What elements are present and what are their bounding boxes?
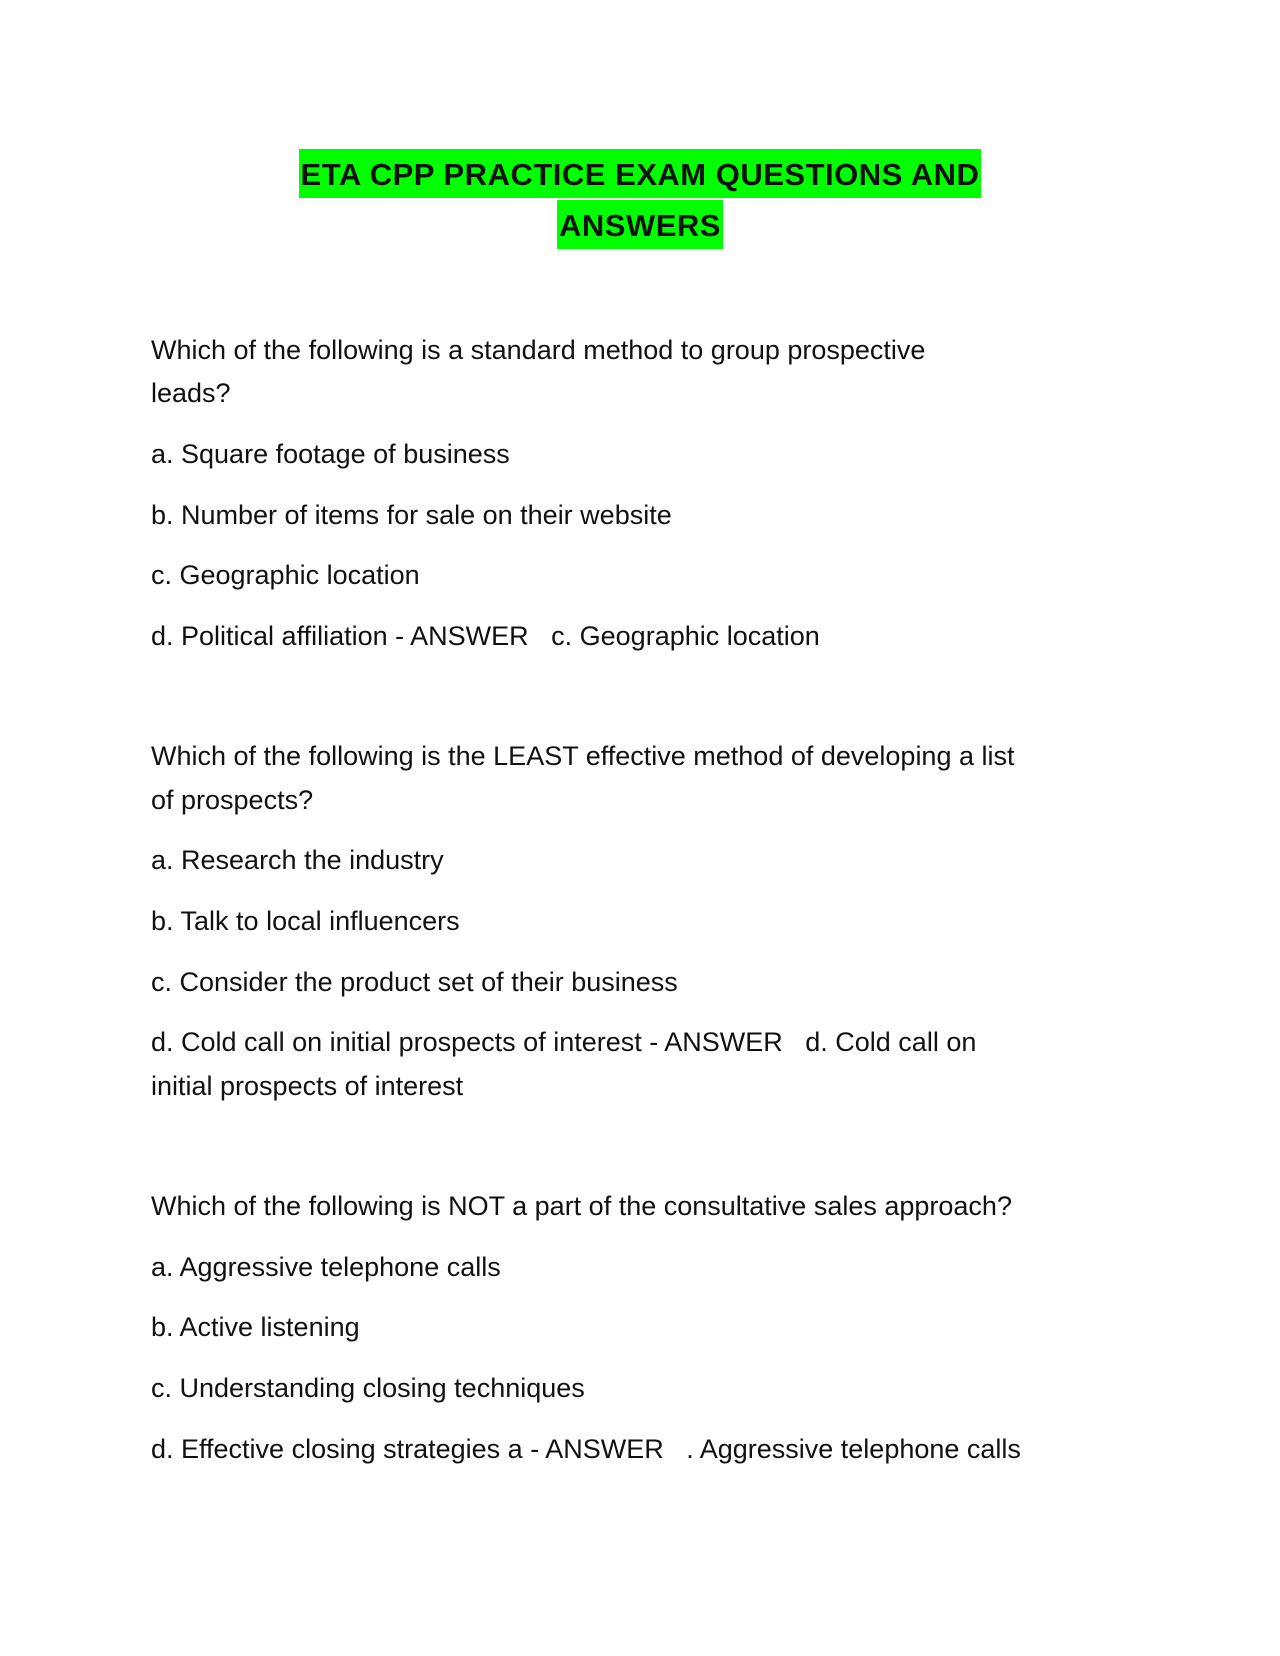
question-3-text: Which of the following is NOT a part of the consultative sales approach? — [151, 1191, 1012, 1221]
document-title-line-2 — [0, 201, 1280, 251]
question-2-text-cont: of prospects? — [151, 785, 314, 815]
document-title-line-1 — [0, 150, 1280, 200]
question-2-option-a: a. Research the industry — [151, 845, 444, 875]
question-2-option-c: c. Consider the product set of their business — [151, 967, 678, 997]
question-1-option-b: b. Number of items for sale on their website — [151, 500, 672, 530]
question-1-option-a: a. Square footage of business — [151, 439, 510, 469]
question-2-option-b: b. Talk to local influencers — [151, 906, 460, 936]
title-highlight: ANSWERS — [557, 200, 723, 249]
question-3-option-a: a. Aggressive telephone calls — [151, 1252, 501, 1282]
question-3-option-c: c. Understanding closing techniques — [151, 1373, 585, 1403]
question-1-option-c: c. Geographic location — [151, 560, 420, 590]
question-2-text: Which of the following is the LEAST effective method of developing a list — [151, 741, 1015, 771]
question-1-text: Which of the following is a standard method to group prospective — [151, 335, 926, 365]
question-2-answer: d. Cold call on initial prospects of interest - ANSWER d. Cold call on — [151, 1027, 977, 1057]
question-2-answer-cont: initial prospects of interest — [151, 1071, 464, 1101]
question-1-answer: d. Political affiliation - ANSWER c. Geographic location — [151, 621, 820, 651]
question-3-answer: d. Effective closing strategies a - ANSWER . Aggressive telephone calls — [151, 1434, 1021, 1464]
question-3-option-b: b. Active listening — [151, 1312, 360, 1342]
question-1-text-cont: leads? — [151, 378, 231, 408]
title-highlight: ETA CPP PRACTICE EXAM QUESTIONS AND — [299, 149, 982, 198]
